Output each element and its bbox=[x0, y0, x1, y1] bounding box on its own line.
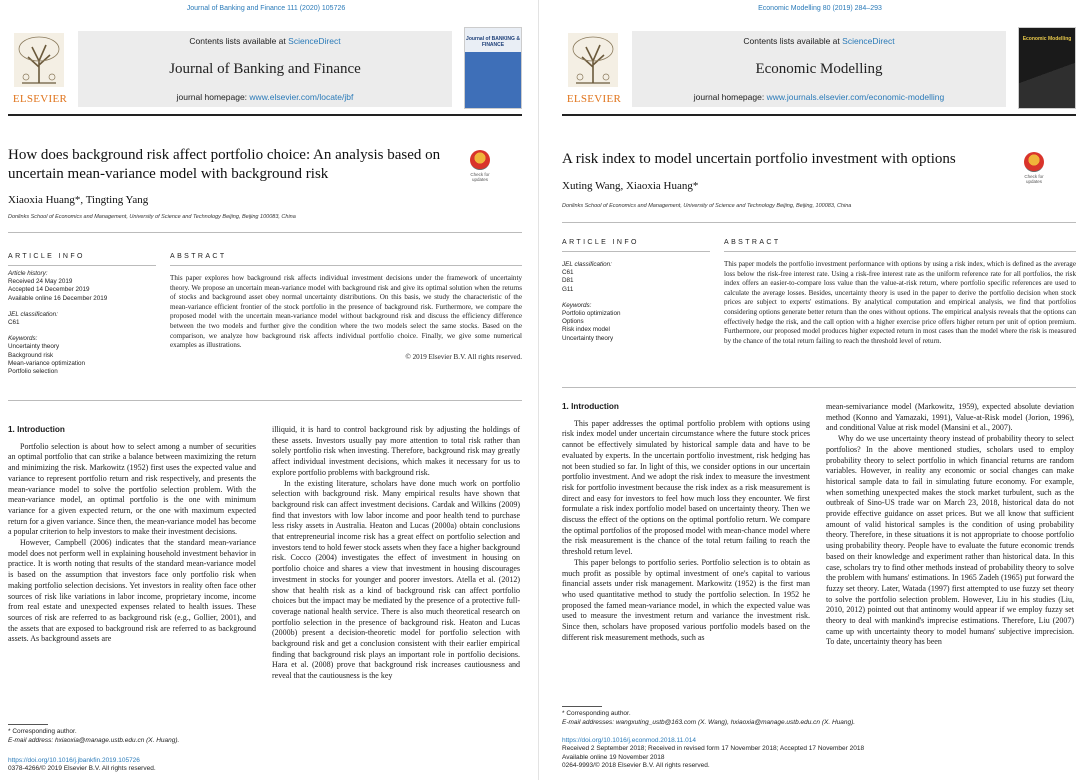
contents-prefix: Contents lists available at bbox=[189, 36, 286, 46]
homepage-line bbox=[78, 92, 452, 102]
homepage-link[interactable]: www.elsevier.com/locate/jbf bbox=[249, 92, 354, 102]
author-list: Xiaoxia Huang*, Tingting Yang bbox=[8, 194, 149, 206]
footnote bbox=[562, 710, 855, 727]
doi-link[interactable]: https://doi.org/10.1016/j.jbankfin.2019.105726 bbox=[8, 757, 140, 764]
footer-line: 0378-4266/© 2019 Elsevier B.V. All rights reserved. bbox=[8, 765, 156, 773]
masthead-rule bbox=[8, 114, 522, 116]
journal-cover bbox=[464, 27, 522, 109]
info-rule bbox=[562, 251, 710, 252]
check-updates-label: Check for updates bbox=[1024, 174, 1044, 184]
paper-page-1 bbox=[0, 0, 532, 780]
keyword: Mean-variance optimization bbox=[8, 359, 85, 367]
abstract-text: This paper explores how background risk affects individual investment decisions under the framework of uncertainty theory. We propose an uncertain mean-variance model with background risk and give its optimal solution when the returns of stocks and background asset obey normal uncertainty distributions. On this basis, we study the characteristic of the mean-variance efficient frontier of the stock portfolio in the presence of background risk. Furthermore, we compare the proposed model with the uncertain mean-variance model without background risk and discuss the efficiency difference between the two models and further give the condition where the two models select the same stocks. Based on the comparison, we analyze how background risk affects individual portfolio choice. Finally, we give some numerical examples as illustrations. bbox=[170, 274, 522, 350]
jel-code: C61 bbox=[562, 269, 574, 277]
jel-code: G11 bbox=[562, 285, 574, 293]
section-rule bbox=[562, 222, 1076, 223]
body-paragraph: This paper belongs to portfolio series. Portfolio selection is to obtain as much profit as possible by optimal investment of one's capital to various financial assets under risk management. Markowitz (1952) is the first man who used quantitative method to study the portfolio selection. In 1952 he proposed the famed mean-variance model, in which the expected value was used to measure the investment return and variance the investment risk. Since then, scholars have proposed various portfolio models based on the different risk measurement methods, such as bbox=[562, 557, 810, 642]
body-paragraph: illiquid, it is hard to control background risk by adjusting the holdings of these assets. Investors usually pay more attention to total risk rather than solely portfolio risk when investing. Therefore, background risk may greatly affect individual investment decisions, which makes it necessary for us to explore portfolio problems with background risk. bbox=[272, 425, 520, 477]
running-header: Journal of Banking and Finance 111 (2020) 105726 bbox=[186, 5, 346, 12]
jel-code: D81 bbox=[562, 277, 574, 285]
keywords-label: Keywords: bbox=[562, 301, 592, 309]
body-paragraph: mean-semivariance model (Markowitz, 1959), expected absolute deviation method (Konno and Yamazaki, 1991), Value-at-Risk model (Jorion, 1996), and conditional Value at risk model (Mansini et al., 2007). bbox=[826, 402, 1074, 433]
contents-line bbox=[78, 36, 452, 46]
affiliation: Donlinks School of Economics and Management, University of Science and Technology Beijing, Beijing 100083, China bbox=[8, 214, 296, 220]
body-paragraph: In the existing literature, scholars have done much work on portfolio selection with background risk. Many empirical results have shown that background risk can affect investment decisions. Cardak and Wilkins (2009) find that investors with low labor income and poor health tend to purchase less risky assets in Australia. Heaton and Lucas (2000a) obtain conclusions that entrepreneurial income risk has a great effect on portfolio selection and investors tend to hold fewer stock assets when they face a higher background risk. Cocco (2004) investigates the effect of investment in housing on portfolio choice and shares a view that investment in housing discourages investment in stocks for younger and poorer investors. Atella et al. (2012) show that health risk as a kind of background risk can affect portfolio choices but the impact may be mediated by the presence of a protective full-coverage national health service. There is also much theoretical research on portfolio selection in the presence of background risk. Heaton and Lucas (2000b) present a decision-theoretic model for portfolio selection with background risk and get a conclusion consistent with their earlier empirical finding that background risk plays an important role in portfolio decisions. Hara et al. (2008) prove that background risk increases cautiousness and reveal that the cautiousness is the key bbox=[272, 478, 520, 681]
body-column-right bbox=[272, 425, 520, 682]
abstract-rule bbox=[170, 265, 522, 266]
body-paragraph: This paper addresses the optimal portfolio problem with options using risk index model under uncertain circumstance where the future stock prices cannot be effectively simulated by historical sample data and have to be evaluated by experts. In the uncertain portfolio investment, risk hedging has not been studied so far. In light of this, we consider options in our uncertain portfolio investment. And we adopt the risk index to measure the investment risk for portfolio investment because the risk index as a risk measurement is direct and easy for investors to feel how much loss they encounter. We first formulate a risk index portfolio model based on uncertainty theory. Then we discuss the effect of the options on the optimal portfolio return. We compare the optimal portfolios of the proposed model with mean-chance model where the risk measurement is the chance of the total return failing to reach the threshold return level. bbox=[562, 418, 810, 557]
check-updates-label: Check for updates bbox=[470, 172, 490, 182]
homepage-prefix: journal homepage: bbox=[693, 92, 765, 102]
masthead-rule bbox=[562, 114, 1076, 116]
body-column-right bbox=[826, 402, 1074, 648]
page-divider bbox=[538, 0, 539, 780]
body-paragraph: However, Campbell (2006) indicates that the standard mean-variance model does not perform well in explaining household investment behavior in practice. It is worth noting that results of the standard mean-variance model is based on the assumption that investors face only portfolio risk when making portfolio selection decisions. Yet investors in reality often face other sources of risk like variations in labor income, proprietary income, income from real estate and unexpected expenses related to health issues. These sources of risk are referred to as background risk (e.g., Gollier, 2001), and the assets that are exposed to background risk are referred to as background assets. As background assets are bbox=[8, 538, 256, 644]
body-column-left bbox=[8, 425, 256, 645]
keyword: Uncertainty theory bbox=[8, 343, 60, 351]
jel-label: JEL classification: bbox=[8, 310, 58, 318]
elsevier-logo bbox=[562, 31, 626, 107]
info-rule bbox=[8, 265, 156, 266]
contents-line bbox=[632, 36, 1006, 46]
check-updates-badge[interactable] bbox=[1020, 152, 1048, 188]
keyword: Options bbox=[562, 318, 584, 326]
check-updates-icon bbox=[1024, 152, 1044, 172]
history-item: Accepted 14 December 2019 bbox=[8, 286, 90, 294]
abstract-block bbox=[170, 274, 522, 362]
contents-prefix: Contents lists available at bbox=[743, 36, 840, 46]
article-info-heading: ARTICLE INFO bbox=[562, 239, 639, 246]
article-info bbox=[562, 261, 710, 343]
footer-line: Available online 19 November 2018 bbox=[562, 753, 665, 761]
homepage-link[interactable]: www.journals.elsevier.com/economic-modelling bbox=[766, 92, 945, 102]
sciencedirect-link[interactable]: ScienceDirect bbox=[288, 36, 341, 46]
keyword: Uncertainty theory bbox=[562, 334, 614, 342]
keyword: Risk index model bbox=[562, 326, 610, 334]
elsevier-logo bbox=[8, 31, 72, 107]
abstract-block bbox=[724, 260, 1076, 346]
body-rule bbox=[562, 387, 1076, 388]
intro-heading: 1. Introduction bbox=[8, 425, 65, 434]
footer-line: Received 2 September 2018; Received in revised form 17 November 2018; Accepted 17 November 2018 bbox=[562, 745, 865, 753]
body-paragraph: Why do we use uncertainty theory instead of probability theory to select portfolios? In the above mentioned studies, scholars used to employ probability theory to select portfolio in which financial returns are random variables. However, in reality any economic or social changes can make historical sample data to fail in simulating future economy. For example, when something unexpected makes the stock market turbulent, such as the outbreak of Sino-US trade war on March 23, 2018, historical data do not provide effective guidance on asset prices. But we all know that sufficient amount of valid historical samples is the condition of using probability theory. Therefore, in these situations it is not appropriate to choose portfolio using probability theory. People have to evaluate the future economic trends based on their knowledge and experiment rather than historical data. In this case, scholars try to find other methods instead of probability theory to solve the problem with humans' estimations. In 1965 Zadeh (1965) put forward the fuzzy set theory. Later, Watada (1997) first attempted to use fuzzy set theory to solve the portfolio selection problem. However, Liu in his studies (Liu, 2010, 2012) pointed out that antinomy would appear if we employ fuzzy set theory to deal with mankind's imprecise estimations. Therefore, Liu (2007) came up with uncertainty theory to model humans' subjective imprecision. To date, uncertainty theory has been bbox=[826, 434, 1074, 647]
article-title: A risk index to model uncertain portfolio investment with options bbox=[562, 151, 956, 167]
doi-link[interactable]: https://doi.org/10.1016/j.econmod.2018.11.014 bbox=[562, 737, 696, 744]
publisher-name: ELSEVIER bbox=[12, 93, 68, 105]
keyword: Background risk bbox=[8, 351, 54, 359]
journal-masthead bbox=[562, 27, 1076, 110]
footer-line: 0264-9993/© 2018 Elsevier B.V. All rights reserved. bbox=[562, 761, 710, 769]
sciencedirect-link[interactable]: ScienceDirect bbox=[842, 36, 895, 46]
journal-title: Journal of Banking and Finance bbox=[169, 61, 361, 77]
page-footer bbox=[8, 757, 156, 774]
journal-title: Economic Modelling bbox=[755, 61, 883, 77]
history-label: Article history: bbox=[8, 270, 48, 277]
footnote bbox=[8, 728, 179, 745]
footnote-rule bbox=[562, 706, 602, 707]
article-title: How does background risk affect portfolio choice: An analysis based on uncertain mean-variance model with background risk bbox=[8, 147, 441, 182]
abstract-heading: ABSTRACT bbox=[170, 253, 227, 260]
abstract-rule bbox=[724, 251, 1076, 252]
jel-code: C61 bbox=[8, 319, 20, 327]
journal-cover bbox=[1018, 27, 1076, 109]
history-item: Received 24 May 2019 bbox=[8, 278, 73, 286]
author-list: Xuting Wang, Xiaoxia Huang* bbox=[562, 180, 699, 192]
copyright-line: © 2019 Elsevier B.V. All rights reserved. bbox=[405, 352, 522, 361]
footnote-corresponding: * Corresponding author. bbox=[562, 710, 631, 717]
abstract-heading: ABSTRACT bbox=[724, 239, 781, 246]
cover-title: Economic Modelling bbox=[1022, 36, 1072, 42]
footnote-email[interactable]: E-mail addresses: wangxuting_ustb@163.com (X. Wang), hxiaoxia@manage.ustb.edu.cn (X. Huang). bbox=[562, 718, 856, 726]
running-header: Economic Modelling 80 (2019) 284–293 bbox=[758, 5, 882, 12]
keywords-label: Keywords: bbox=[8, 335, 38, 343]
section-rule bbox=[8, 232, 522, 233]
body-column-left bbox=[562, 402, 810, 643]
check-updates-badge[interactable] bbox=[466, 150, 494, 186]
abstract-text: This paper models the portfolio investment performance with options by using a risk index, which is defined as the average loss below the risk-free interest rate. Using a risk-free interest rate as the uniform reference rate for all portfolios, the risk index offers an easier-to-compare loss value than the value-at-risk return, where portfolio specific references are used to calculate the average losses. Besides, uncertainty theory is used in the paper to derive the portfolio decision when stock prices are subject to experts' estimations. By analytical computation and empirical analysis, we find that portfolios considering options generate better return than the ones without options. The empirical analysis reveals that the options can effectively hedge the risk, and the call option with a higher exercise price offers higher return per unit of option premium. Furthermore, our proposed model produces higher expected return in most cases than the model where the risk is measured by the chance of the total return failing to reach the threshold level of return. bbox=[724, 260, 1076, 345]
journal-banner bbox=[78, 31, 452, 107]
body-paragraph: Portfolio selection is about how to select among a number of securities an optimal portfolio that can strike a balance between maximizing the return and minimizing the risk. Markowitz (1952) first uses the expected value and variance to represent portfolio return and risk respectively, and presents the mean-variance model to solve the portfolio selection problem. With the mean-variance model, an optimal portfolio is the one with minimum variance for a given expected return, or the one with maximum expected return for a given variance. Since then, the mean-variance model has become a popular criterion to help investors to make their investment decisions. bbox=[8, 441, 256, 537]
journal-masthead bbox=[8, 27, 522, 110]
paper-page-2 bbox=[554, 0, 1080, 780]
footnote-corresponding: * Corresponding author. bbox=[8, 728, 77, 735]
homepage-prefix: journal homepage: bbox=[176, 92, 248, 102]
body-rule bbox=[8, 400, 522, 401]
page-footer bbox=[562, 737, 864, 770]
publisher-name: ELSEVIER bbox=[566, 93, 622, 105]
article-info bbox=[8, 270, 156, 376]
footnote-rule bbox=[8, 724, 48, 725]
elsevier-tree-icon bbox=[568, 33, 618, 87]
affiliation: Donlinks School of Economics and Management, University of Science and Technology Beijing, Beijing, 100083, China bbox=[562, 203, 852, 209]
intro-heading: 1. Introduction bbox=[562, 402, 619, 411]
footnote-email[interactable]: E-mail address: hxiaoxia@manage.ustb.edu.cn (X. Huang). bbox=[8, 736, 180, 744]
homepage-line bbox=[632, 92, 1006, 102]
elsevier-tree-icon bbox=[14, 33, 64, 87]
cover-title: Journal of BANKING & FINANCE bbox=[466, 36, 520, 48]
article-info-heading: ARTICLE INFO bbox=[8, 253, 85, 260]
jel-label: JEL classification: bbox=[562, 261, 612, 268]
journal-banner bbox=[632, 31, 1006, 107]
history-item: Available online 16 December 2019 bbox=[8, 294, 108, 302]
keyword: Portfolio optimization bbox=[562, 310, 621, 318]
keyword: Portfolio selection bbox=[8, 368, 58, 376]
check-updates-icon bbox=[470, 150, 490, 170]
